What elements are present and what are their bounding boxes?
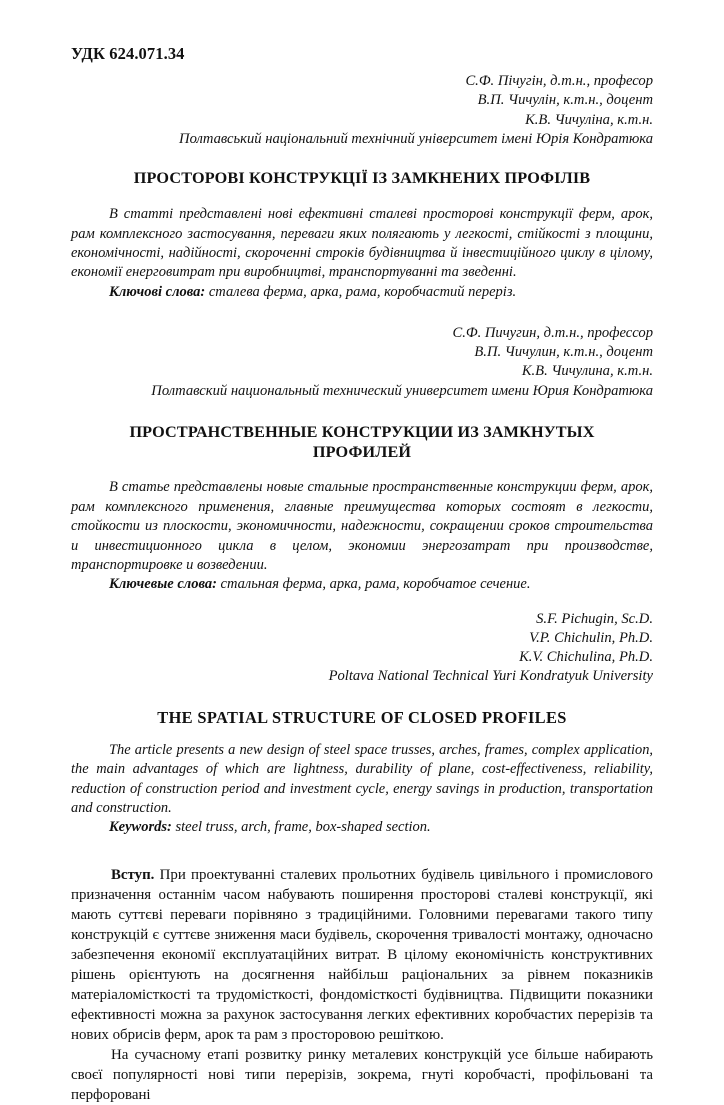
intro-text: При проектуванні сталевих прольотних будівель цивільного і промислового призначення останнім часом набувають поширення просторові сталеві конструкції, які мають суттєві переваги порівняно з традиційними. Головними перевагами такого типу конструкцій є суттєве зниження маси будівель, скорочення тривалості монтажу, одночасно забезпечення економії експлуатаційних витрат. В цілому економічність конструктивних рішень орієнтують на досягнення найбільш раціональних за рівнем показників матеріаломісткості та трудомісткості, фондомісткості будівництва. Підвищити показники ефективності можна за рахунок застосування легких ефективних коробчастих перерізів та нових обрисів ферм, арок та рам з просторовою решіткою. [71,866,653,1043]
author-line: С.Ф. Пичугин, д.т.н., профессор [452,324,653,341]
english-title: THE SPATIAL STRUCTURE OF CLOSED PROFILES [157,707,567,727]
english-keywords [71,818,653,837]
author-line: K.V. Chichulina, Ph.D. [519,649,653,666]
ukrainian-keywords-label: Ключові слова: [109,283,206,300]
ukrainian-authors [71,72,653,130]
russian-authors [71,324,653,382]
ukrainian-abstract: В статті представлені нові ефективні сталеві просторові конструкції ферм, арок, рам комплексного застосування, переваги яких полягають у легкості, стійкості з площини, економічності, надійності, скороченні строків будівництва й інвестиційного циклу в цілому, економії енерговитрат при виробництві, транспортуванні та зведенні. [71,206,653,281]
author-line: С.Ф. Пічугін, д.т.н., професор [465,73,653,89]
english-keywords-value: steel truss, arch, frame, box-shaped section. [171,819,431,836]
udc-code: УДК 624.071.34 [71,44,185,63]
russian-keywords [71,575,653,594]
ukrainian-affiliation: Полтавський національний технічний університет імені Юрія Кондратюка [179,130,653,147]
russian-affiliation: Полтавский национальный технический университет имени Юрия Кондратюка [151,382,653,399]
english-affiliation: Poltava National Technical Yuri Kondratyuk University [328,668,653,685]
russian-keywords-label: Ключевые слова: [109,576,217,593]
spacer [71,302,653,324]
english-abstract: The article presents a new design of steel space trusses, arches, frames, complex application, the main advantages of which are lightness, durability of plane, cost-effectiveness, reliability, reduction of construction period and investment cycle, energy savings in production, transportation and construction. [71,742,653,816]
intro-label: Вступ. [111,866,155,883]
ukrainian-keywords [71,283,653,302]
page-content [71,44,653,1105]
ukrainian-title: ПРОСТОРОВІ КОНСТРУКЦІЇ ІЗ ЗАМКНЕНИХ ПРОФІЛІВ [133,169,591,187]
russian-abstract: В статье представлены новые стальные пространственные конструкции ферм, арок, рам комплексного применения, главные преимущества которых состоят в легкости, стойкости из плоскости, экономичности, надежности, сокращении сроков строительства и инвестиционного цикла в целом, экономии энергозатрат при производстве, транспортировке и возведении. [71,479,653,573]
spacer [71,838,653,865]
english-authors [71,610,653,668]
author-line: К.В. Чичуліна, к.т.н. [525,111,653,128]
body-paragraph-2: На сучасному етапі розвитку ринку металевих конструкцій усе більше набирають своєї популярності нові типи перерізів, зокрема, гнуті коробчасті, профільовані та перфоровані [71,1046,653,1104]
russian-title: ПРОСТРАНСТВЕННЫЕ КОНСТРУКЦИИ ИЗ ЗАМКНУТЫХ ПРОФИЛЕЙ [129,422,595,462]
author-line: В.П. Чичулин, к.т.н., доцент [474,344,653,361]
author-line: S.F. Pichugin, Sc.D. [536,610,653,627]
ukrainian-keywords-value: сталева ферма, арка, рама, коробчастий переріз. [205,283,517,300]
spacer [71,595,653,610]
english-keywords-label: Keywords: [109,819,172,836]
author-line: К.В. Чичулина, к.т.н. [521,363,653,380]
author-line: V.P. Chichulin, Ph.D. [529,629,653,646]
author-line: В.П. Чичулін, к.т.н., доцент [477,92,653,109]
russian-keywords-value: стальная ферма, арка, рама, коробчатое сечение. [216,576,531,593]
intro-paragraph [71,865,653,1045]
